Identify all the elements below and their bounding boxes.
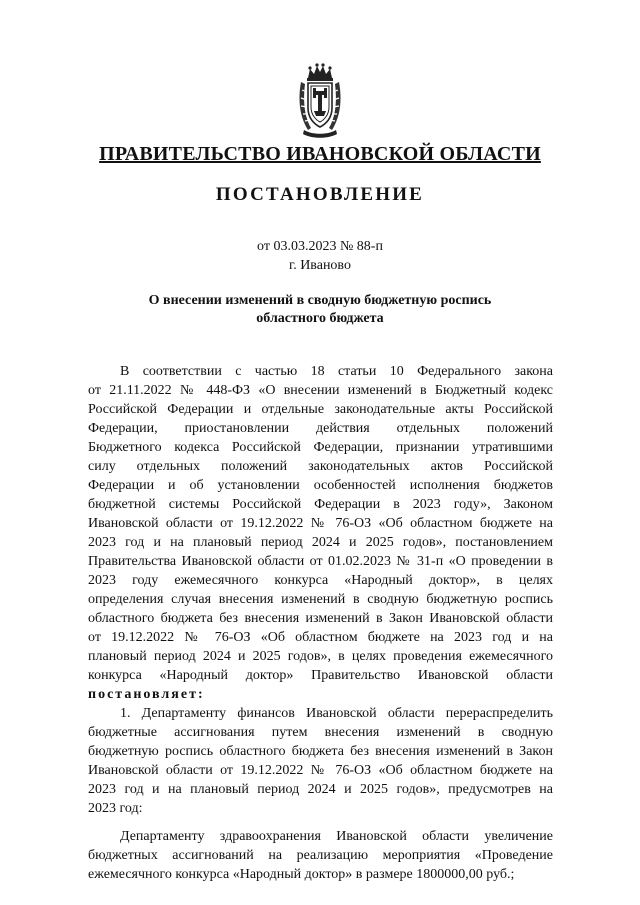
coat-of-arms-icon: [296, 60, 344, 142]
body-line: от 19.12.2022 № 76-ОЗ «Об областном бюджете на 2023 год и на: [88, 630, 553, 645]
document-date-number: от 03.03.2023 № 88-п: [257, 239, 383, 254]
body-line-decree-word: постановляет:: [88, 687, 205, 702]
document-subject-line: О внесении изменений в сводную бюджетную роспись: [148, 293, 492, 308]
body-line: силу отдельных положений законодательных актов Российской: [88, 459, 553, 474]
body-line: Бюджетного кодекса Российской Федерации, признании утратившими: [88, 440, 553, 455]
body-line: 2023 год и на плановый период 2024 и 2025 годов», постановлением: [88, 535, 553, 550]
document-subject-line: областного бюджета: [256, 311, 384, 326]
body-line: Федерации и об установлении особенностей исполнения бюджетов: [88, 478, 553, 493]
body-line: конкурса «Народный доктор» Правительство Ивановской области: [88, 668, 553, 683]
document-city: г. Иваново: [289, 258, 351, 273]
body-line: бюджетные ассигнования путем внесения изменений в сводную: [88, 725, 553, 740]
body-line: 1. Департаменту финансов Ивановской области перераспределить: [120, 706, 553, 721]
body-line: Ивановской области от 19.12.2022 № 76-ОЗ «Об областном бюджете на: [88, 516, 553, 531]
body-line: В соответствии с частью 18 статьи 10 Федерального закона: [120, 364, 553, 379]
body-line: 2023 году ежемесячного конкурса «Народный доктор», в целях: [88, 573, 553, 588]
body-line: бюджетной системы Российской Федерации в 2023 году», Законом: [88, 497, 553, 512]
body-line: Ивановской области от 19.12.2022 № 76-ОЗ «Об областном бюджете на: [88, 763, 553, 778]
body-line: Российской Федерации и отдельные законодательные акты Российской: [88, 402, 553, 417]
body-line: от 21.11.2022 № 448-ФЗ «О внесении изменений в Бюджетный кодекс: [88, 383, 553, 398]
body-line: плановый период 2024 и 2025 годов», в целях проведения ежемесячного: [88, 649, 553, 664]
body-line: 2023 год:: [88, 801, 143, 816]
document-type: ПОСТАНОВЛЕНИЕ: [215, 184, 425, 205]
body-line: определения случая внесения изменений в сводную бюджетную роспись: [88, 592, 553, 607]
body-line: Департаменту здравоохранения Ивановской области увеличение: [120, 829, 553, 844]
body-line: Правительства Ивановской области от 01.02.2023 № 31-п «О проведении в: [88, 554, 553, 569]
body-line: 2023 год и на плановый период 2024 и 2025 годов», предусмотрев на: [88, 782, 553, 797]
government-name: ПРАВИТЕЛЬСТВО ИВАНОВСКОЙ ОБЛАСТИ: [99, 143, 541, 165]
body-line: бюджетных ассигнований на реализацию мероприятия «Проведение: [88, 848, 553, 863]
body-line: бюджетную роспись областного бюджета без внесения изменений в Закон: [88, 744, 553, 759]
body-line: областного бюджета без внесения изменений в Закон Ивановской области: [88, 611, 553, 626]
body-line: Федерации, приостановлении действия отдельных положений: [88, 421, 553, 436]
body-line: ежемесячного конкурса «Народный доктор» в размере 1800000,00 руб.;: [88, 867, 515, 882]
